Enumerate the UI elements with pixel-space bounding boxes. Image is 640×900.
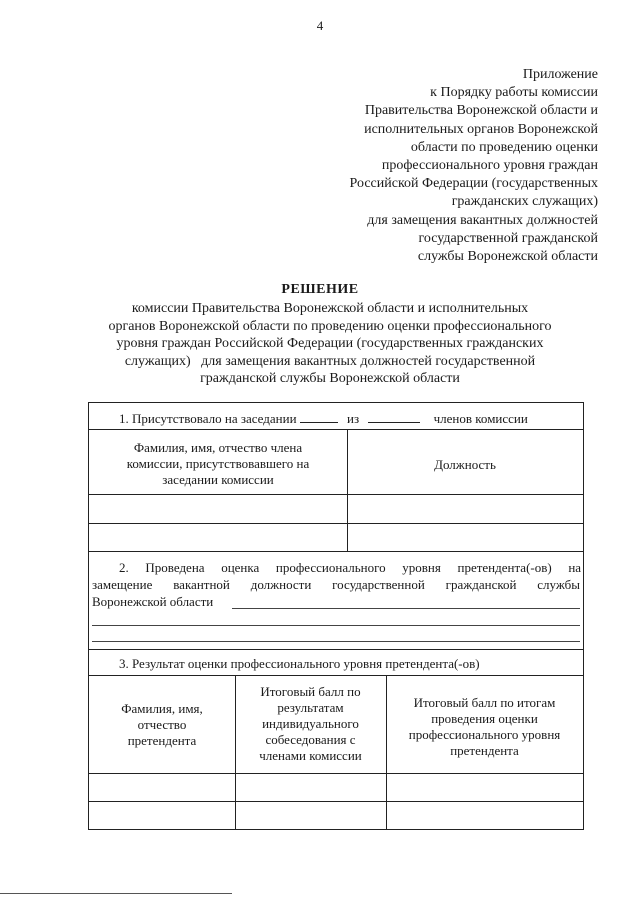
assessment-line-1: 2. Проведена оценка профессионального уровня претендента(-ов) на xyxy=(119,560,582,575)
subtitle-line: органов Воронежской области по проведению оценки профессионального xyxy=(108,318,552,334)
attendance-suffix: членов комиссии xyxy=(433,411,528,426)
subtitle-line: уровня граждан Российской Федерации (государственных гражданских xyxy=(116,336,544,351)
position-title-field[interactable] xyxy=(92,641,580,642)
assessment-line-3: Воронежской области xyxy=(92,594,214,609)
interview-score-cell[interactable] xyxy=(236,774,385,801)
decision-subtitle xyxy=(60,300,600,388)
position-header: Должность xyxy=(434,457,496,472)
appendix-line: Российской Федерации (государственных xyxy=(349,176,598,192)
footer-rule xyxy=(0,893,232,894)
appendix-line: государственной гражданской xyxy=(418,230,598,246)
appendix-line: исполнительных органов Воронежской xyxy=(364,121,598,137)
appendix-line: области по проведению оценки xyxy=(410,139,598,155)
member-name-cell[interactable] xyxy=(89,495,346,523)
attendance-count-field[interactable] xyxy=(300,410,338,423)
member-name-header: Фамилия, имя, отчество члена комиссии, присутствовавшего на заседании комиссии xyxy=(126,440,310,487)
attendance-row xyxy=(119,410,528,427)
subtitle-line: служащих) для замещения вакантных должностей государственной xyxy=(124,353,536,369)
appendix-line: службы Воронежской области xyxy=(417,249,598,265)
position-title-field[interactable] xyxy=(232,608,580,609)
candidate-name-cell[interactable] xyxy=(89,774,234,801)
candidate-name-header: Фамилия, имя, отчество претендента xyxy=(121,701,203,748)
appendix-header xyxy=(298,66,598,266)
attendance-middle: из xyxy=(347,411,360,426)
decision-title: РЕШЕНИЕ xyxy=(281,282,359,297)
row-divider xyxy=(89,675,583,676)
final-score-header: Итоговый балл по итогам проведения оценки профессионального уровня претендента xyxy=(408,695,561,758)
interview-score-header: Итоговый балл по результатам индивидуального собеседования с членами комиссии xyxy=(259,684,362,763)
page-number: 4 xyxy=(316,18,324,33)
member-name-cell[interactable] xyxy=(89,524,346,550)
member-position-cell[interactable] xyxy=(348,524,583,550)
interview-score-cell[interactable] xyxy=(236,802,385,829)
members-total-field[interactable] xyxy=(368,410,420,423)
subtitle-line: комиссии Правительства Воронежской области и исполнительных xyxy=(131,301,529,316)
candidate-name-cell[interactable] xyxy=(89,802,234,829)
appendix-line: Приложение xyxy=(522,67,598,82)
attendance-prefix: 1. Присутствовало на заседании xyxy=(119,411,297,426)
position-title-field[interactable] xyxy=(92,625,580,626)
appendix-line: гражданских служащих) xyxy=(451,194,598,210)
subtitle-line: гражданской службы Воронежской области xyxy=(200,371,460,386)
appendix-line: для замещения вакантных должностей xyxy=(367,212,598,228)
assessment-line-2: замещение вакантной должности государственной гражданской службы xyxy=(92,577,581,592)
appendix-line: к Порядку работы комиссии xyxy=(430,85,598,101)
decision-form-table xyxy=(88,402,584,830)
row-divider xyxy=(89,551,583,552)
appendix-line: профессионального уровня граждан xyxy=(381,158,598,174)
final-score-cell[interactable] xyxy=(387,774,583,801)
row-divider xyxy=(89,429,583,430)
result-title: 3. Результат оценки профессионального уровня претендента(-ов) xyxy=(119,656,480,671)
final-score-cell[interactable] xyxy=(387,802,583,829)
row-divider xyxy=(89,649,583,650)
member-position-cell[interactable] xyxy=(348,495,583,523)
appendix-line: Правительства Воронежской области и xyxy=(364,103,598,119)
